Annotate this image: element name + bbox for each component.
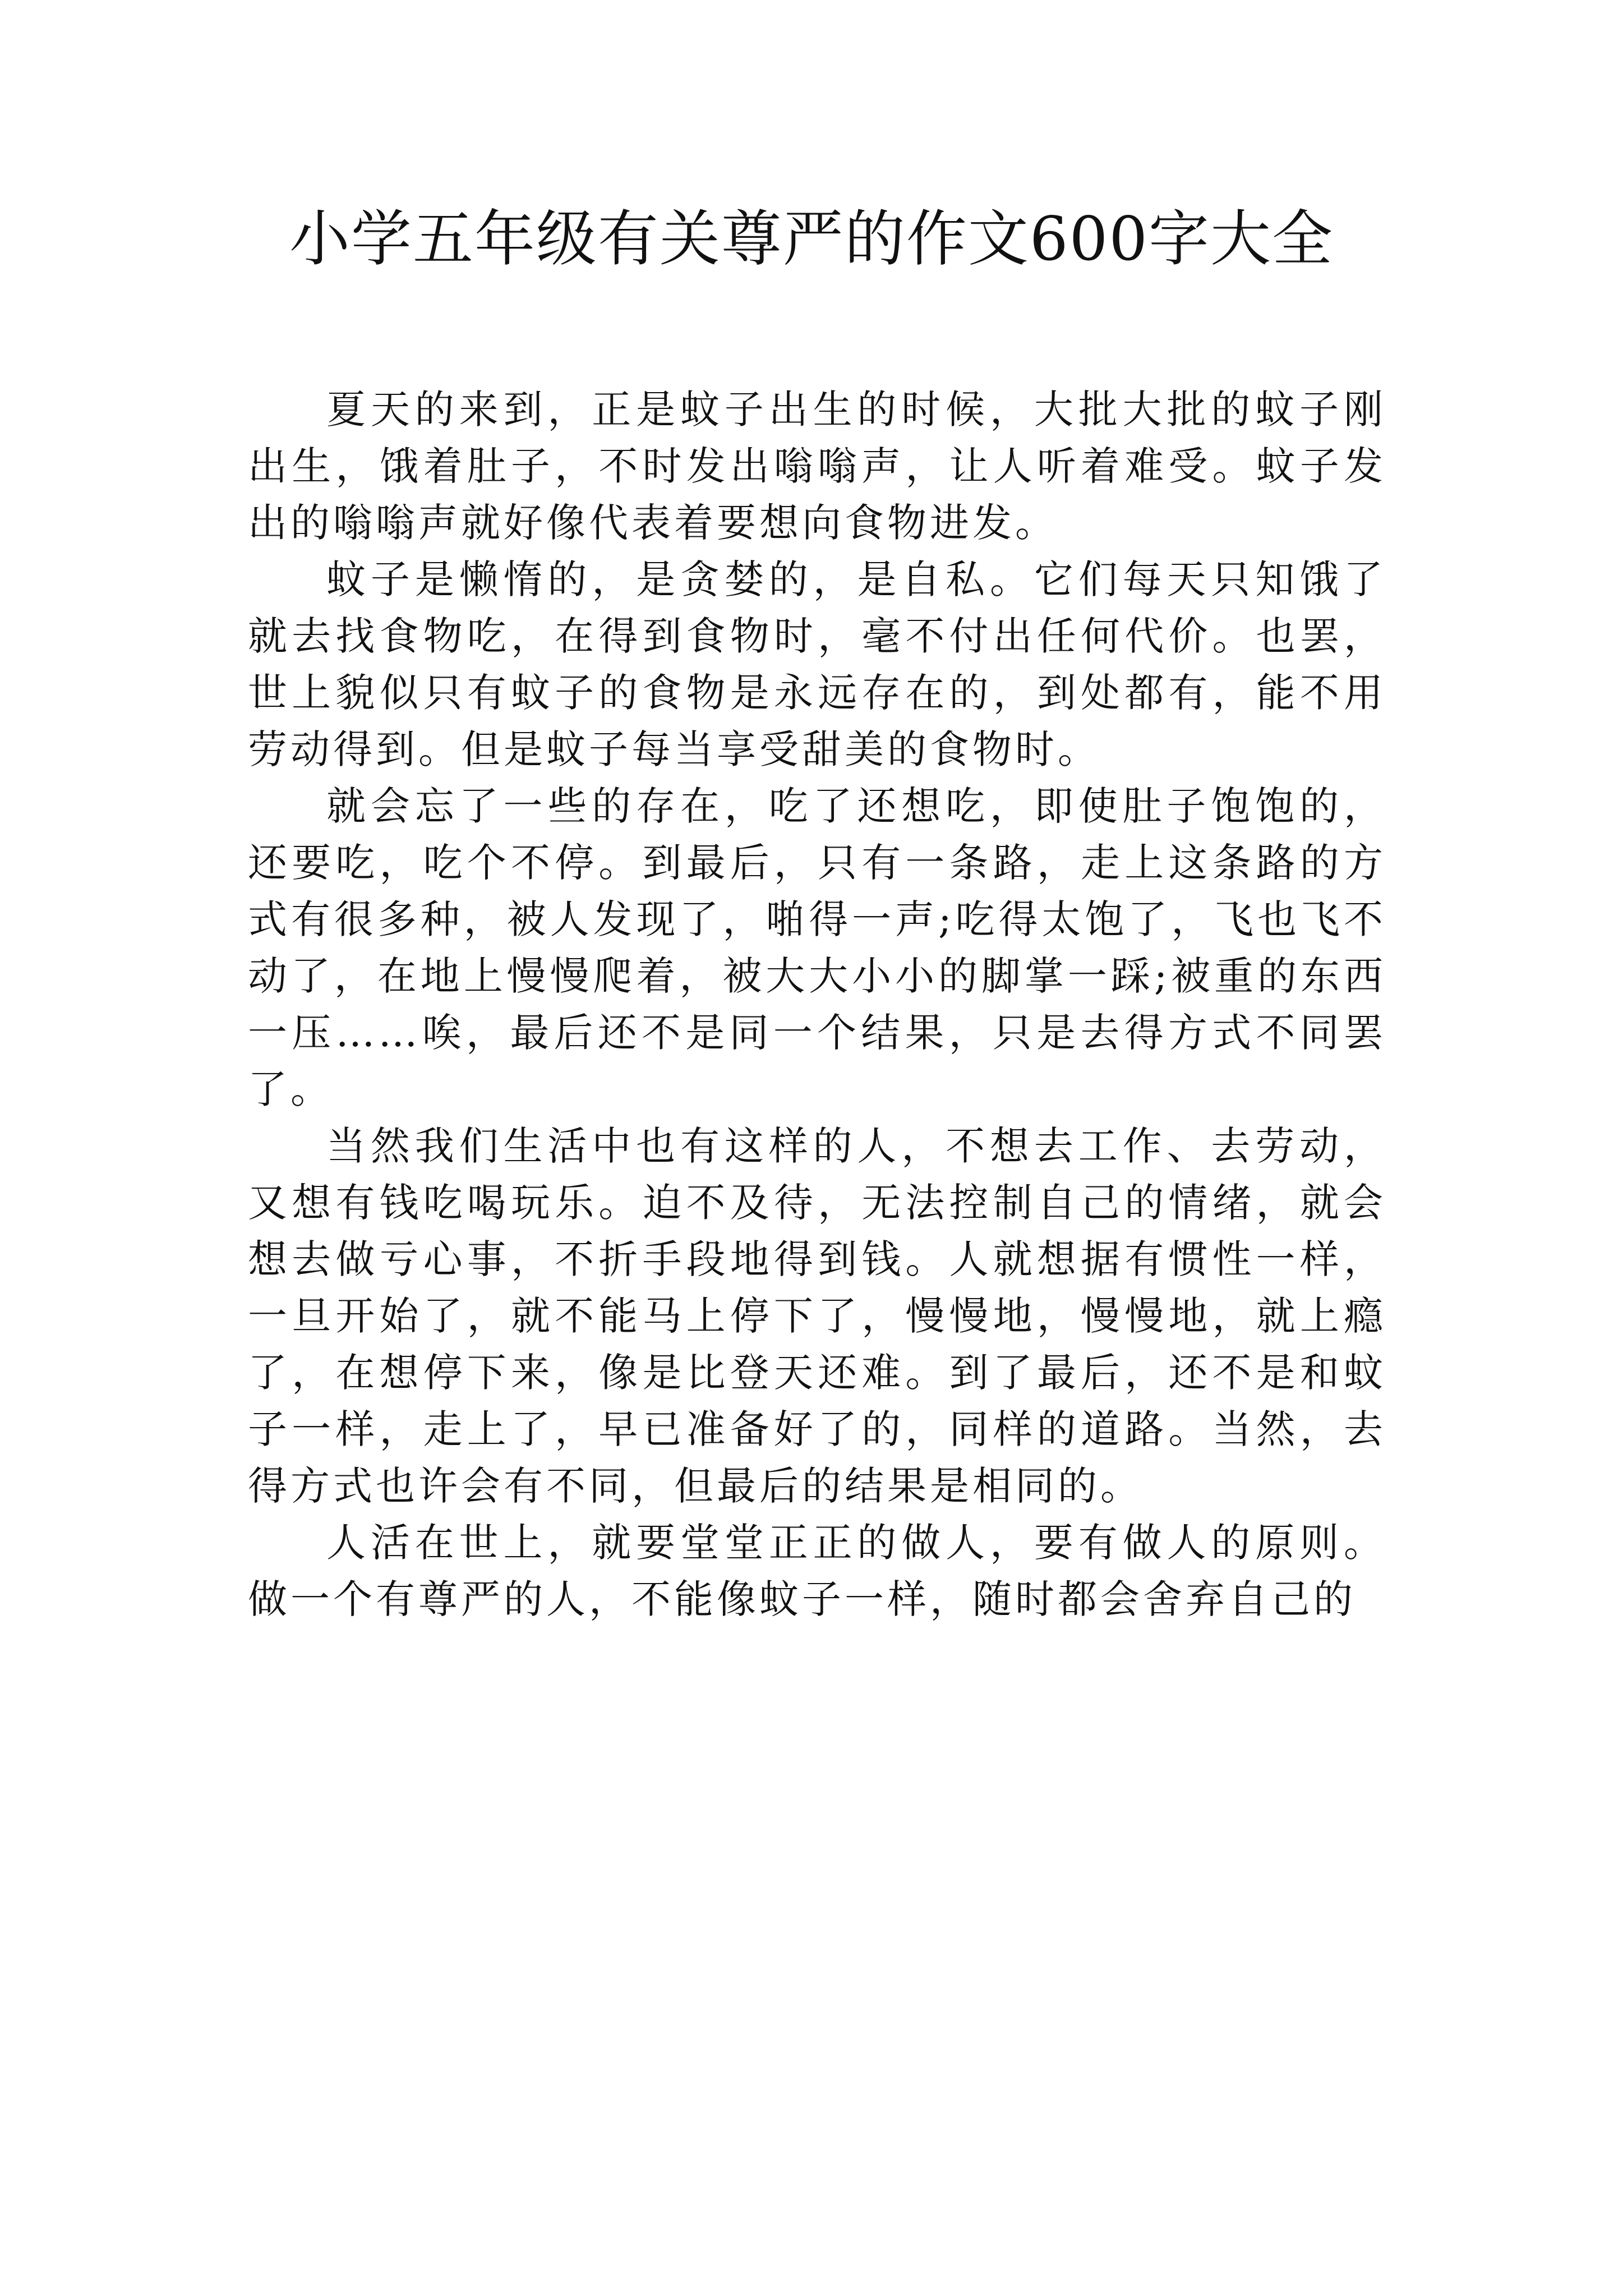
paragraph-3: 就会忘了一些的存在，吃了还想吃，即使肚子饱饱的，还要吃，吃个不停。到最后，只有一条路，走上这条路的方式有很多种，被人发现了，啪得一声;吃得太饱了，飞也飞不动了，在地上慢慢爬着，被大大小小的脚掌一踩;被重的东西一压……唉，最后还不是同一个结果，只是去得方式不同罢了。: [248, 783, 1386, 1112]
paragraph-2: 蚊子是懒惰的，是贪婪的，是自私。它们每天只知饿了就去找食物吃，在得到食物时，毫不付出任何代价。也罢，世上貌似只有蚊子的食物是永远存在的，到处都有，能不用劳动得到。但是蚊子每当享受甜美的食物时。: [248, 556, 1386, 772]
paragraph-4: 当然我们生活中也有这样的人，不想去工作、去劳动，又想有钱吃喝玩乐。迫不及待，无法控制自己的情绪，就会想去做亏心事，不折手段地得到钱。人就想据有惯性一样，一旦开始了，就不能马上停下了，慢慢地，慢慢地，就上瘾了，在想停下来，像是比登天还难。到了最后，还不是和蚊子一样，走上了，早已准备好了的，同样的道路。当然，去得方式也许会有不同，但最后的结果是相同的。: [248, 1123, 1386, 1509]
paragraph-1: 夏天的来到，正是蚊子出生的时候，大批大批的蚊子刚出生，饿着肚子，不时发出嗡嗡声，让人听着难受。蚊子发出的嗡嗡声就好像代表着要想向食物进发。: [248, 386, 1386, 546]
document-body: [248, 381, 1386, 1628]
paragraph-5: 人活在世上，就要堂堂正正的做人，要有做人的原则。做一个有尊严的人，不能像蚊子一样，随时都会舍弃自己的: [248, 1520, 1386, 1622]
document-title: 小学五年级有关尊严的作文600字大全: [289, 204, 1334, 274]
